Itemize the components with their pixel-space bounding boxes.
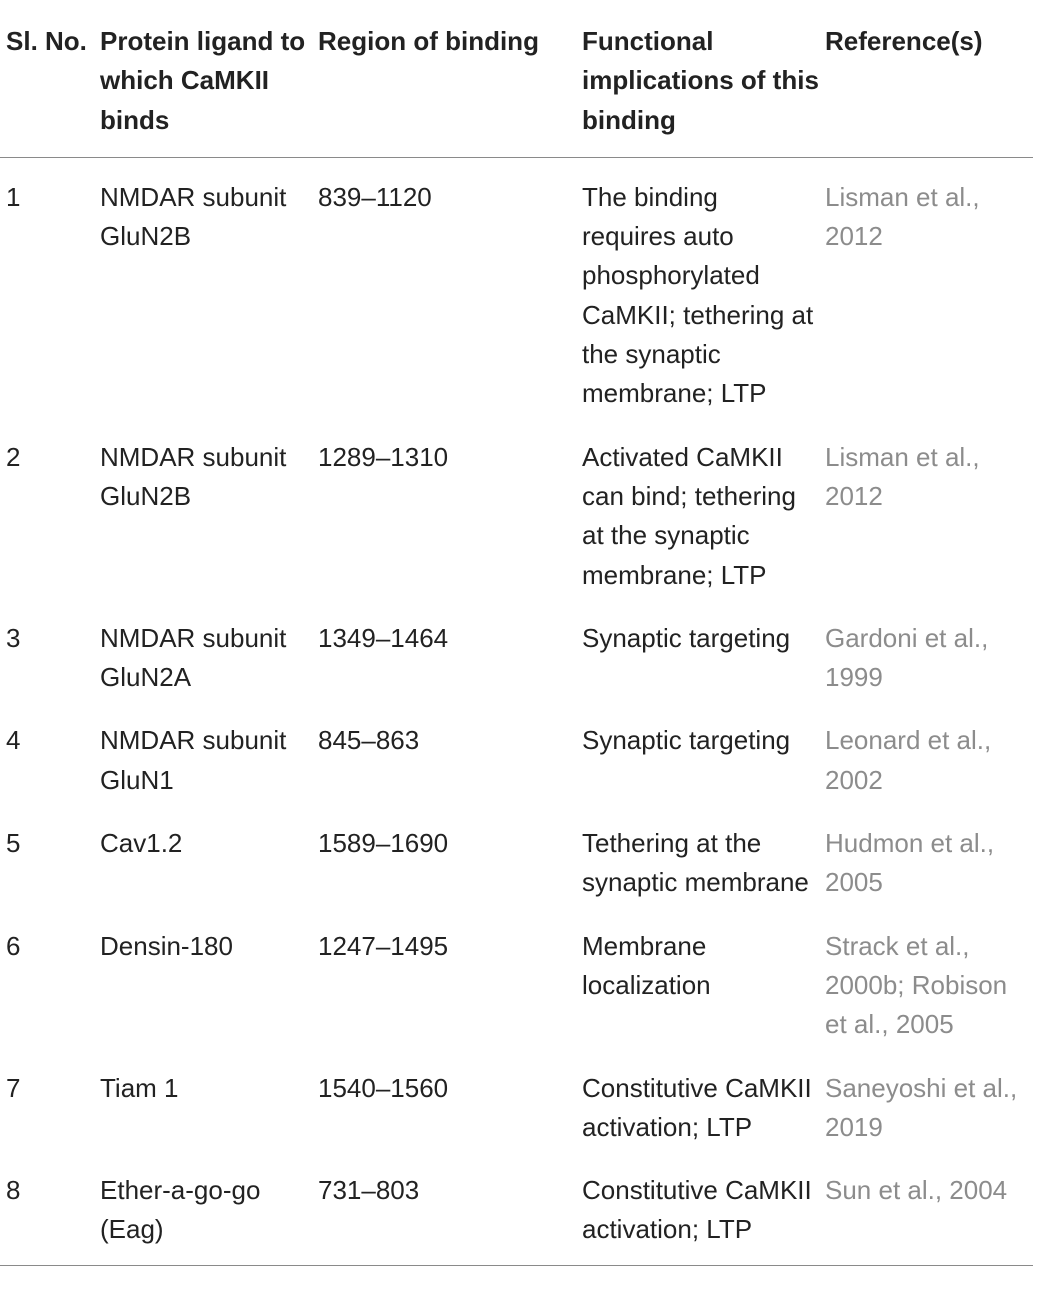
cell-sl-no: 4 [6,725,21,756]
cell-function: Activated CaMKII can bind; tethering at the synaptic membrane; LTP [582,441,796,590]
cell-ligand: Cav1.2 [100,828,183,859]
header-functional-implications: Functional implications of this binding [576,0,819,157]
cell-region: 1247–1495 [318,930,449,961]
cell-reference-link[interactable]: Lisman et al., 2012 [825,181,980,252]
cell-function: Membrane localization [582,930,711,1000]
cell-region: 839–1120 [318,181,432,212]
cell-ligand: Densin-180 [100,930,233,961]
table-row [0,157,1033,423]
cell-function: Constitutive CaMKII activation; LTP [582,1072,812,1142]
table-row [0,707,1033,810]
cell-region: 845–863 [318,725,420,756]
header-sl-no: Sl. No. [0,0,94,157]
cell-ligand: NMDAR subunit GluN2B [100,181,287,252]
cell-function: Synaptic targeting [582,725,791,756]
cell-sl-no: 1 [6,181,21,212]
cell-sl-no: 8 [0,1157,94,1265]
header-references: Reference(s) [819,0,1033,157]
cell-region: 731–803 [312,1157,576,1265]
cell-region: 1289–1310 [318,441,449,472]
cell-function: Constitutive CaMKII activation; LTP [576,1157,819,1265]
cell-reference-link[interactable]: Sun et al., 2004 [819,1157,1033,1265]
cell-ligand: NMDAR subunit GluN2A [100,622,287,693]
cell-reference-link[interactable]: Saneyoshi et al., 2019 [825,1072,1018,1142]
cell-region: 1349–1464 [318,622,449,653]
cell-region: 1540–1560 [318,1072,449,1103]
table-row [0,913,1033,1055]
cell-reference-link[interactable]: Strack et al., 2000b; Robison et al., 2005 [825,930,1008,1040]
cell-reference-link[interactable]: Gardoni et al., 1999 [825,622,989,693]
cell-reference-link[interactable]: Hudmon et al., 2005 [825,828,995,898]
cell-sl-no: 6 [6,930,21,961]
table-row [0,1157,1033,1265]
cell-function: Synaptic targeting [582,622,791,653]
cell-reference-link[interactable]: Leonard et al., 2002 [825,725,992,795]
cell-ligand: NMDAR subunit GluN1 [100,725,287,795]
cell-sl-no: 5 [6,828,21,859]
table-row [0,424,1033,605]
header-region-of-binding: Region of binding [312,0,576,157]
table-row [0,605,1033,708]
cell-sl-no: 7 [6,1072,21,1103]
table-header-row [0,0,1033,157]
table-row [0,1055,1033,1158]
cell-function: Tethering at the synaptic membrane [582,828,809,898]
table-row [0,810,1033,913]
cell-ligand: Tiam 1 [100,1072,179,1103]
cell-ligand: Ether-a-go-go (Eag) [94,1157,312,1265]
cell-sl-no: 2 [6,441,21,472]
cell-function: The binding requires auto phosphorylated CaMKII; tethering at the synaptic membrane; LTP [582,181,814,409]
cell-ligand: NMDAR subunit GluN2B [100,441,287,511]
header-protein-ligand: Protein ligand to which CaMKII binds [94,0,312,157]
cell-reference-link[interactable]: Lisman et al., 2012 [825,441,980,511]
cell-sl-no: 3 [6,622,21,653]
cell-region: 1589–1690 [318,828,449,859]
